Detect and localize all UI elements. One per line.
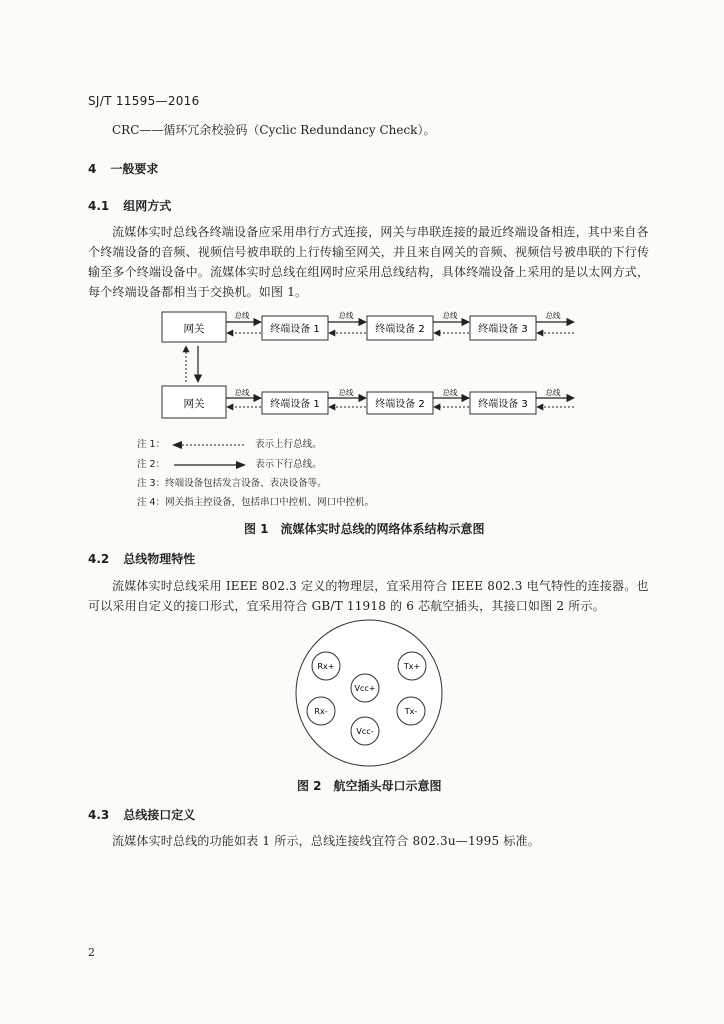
figure-note [137,456,322,470]
section-4-2-paragraph: 流媒体实时总线采用 IEEE 802.3 定义的物理层，宜采用符合 IEEE 802.3 电气特性的连接器。也可以采用自定义的接口形式，宜采用符合 GB/T 11918 的 6 芯航空插头，其接口如图 2 所示。 [88,579,649,613]
note-label: 注 4： [137,497,166,508]
pin-label: Rx+ [317,662,335,671]
section-number: 4 [88,162,97,176]
section-title: 一般要求 [110,162,159,176]
pin-label: Tx- [404,707,418,716]
figure-note [137,494,374,508]
terminal-label: 终端设备 1 [270,399,320,410]
terminal-label: 终端设备 3 [478,324,528,335]
network-topology-diagram [150,306,590,426]
figure-note [137,436,322,450]
note-label: 注 3： [137,478,166,489]
section-title: 组网方式 [123,199,172,213]
uplink-legend-arrow [172,440,246,450]
section-4-1-paragraph: 流媒体实时总线各终端设备应采用串行方式连接，网关与串联连接的最近终端设备相连，其中来自各个终端设备的音频、视频信号被串联的上行传输至网关，并且来自网关的音频、视频信号被串联的下行传输至多个终端设备中。流媒体实时总线在组网时应采用总线结构，具体终端设备上采用的是以太网方式，每个终端设备都相当于交换机。如图 1。 [88,225,650,299]
note-label: 注 2： [137,459,166,470]
bus-label: 总线 [442,311,458,320]
page-number: 2 [88,946,95,959]
note-text: 表示上行总线。 [255,439,322,450]
downlink-legend-arrow [172,460,246,470]
section-number: 4.3 [88,808,110,822]
section-title: 总线接口定义 [123,808,196,822]
section-title: 总线物理特性 [123,552,196,566]
bus-label: 总线 [234,311,250,320]
figure-1-caption: 图 1 流媒体实时总线的网络体系结构示意图 [244,522,485,536]
bus-label: 总线 [234,388,250,397]
note-text: 表示下行总线。 [255,459,322,470]
section-number: 4.2 [88,552,110,566]
pin-label: Tx+ [403,662,421,671]
crc-definition: CRC——循环冗余校验码（Cyclic Redundancy Check）。 [112,123,436,137]
section-4-heading [88,160,158,177]
figure-2-caption: 图 2 航空插头母口示意图 [297,779,442,793]
bus-label: 总线 [545,388,561,397]
section-4-3-paragraph: 流媒体实时总线的功能如表 1 所示，总线连接线宜符合 802.3u—1995 标准。 [112,834,540,848]
bus-label: 总线 [338,388,354,397]
pin-label: Vcc- [356,727,374,736]
note-label: 注 1： [137,439,166,450]
terminal-label: 终端设备 2 [375,399,425,410]
note-text: 终端设备包括发言设备、表决设备等。 [165,478,327,489]
gateway-label: 网关 [183,398,205,410]
section-4-2-heading [88,550,195,567]
bus-label: 总线 [545,311,561,320]
note-text: 网关指主控设备，包括串口中控机、网口中控机。 [165,497,375,508]
section-4-3-heading [88,806,195,823]
bus-label: 总线 [442,388,458,397]
document-header-id: SJ/T 11595—2016 [88,94,200,108]
figure-note [137,475,327,489]
pin-label: Rx- [314,707,328,716]
aviation-connector-diagram [294,618,444,768]
bus-label: 总线 [338,311,354,320]
gateway-label: 网关 [183,323,205,335]
pin-label: Vcc+ [354,684,376,693]
section-number: 4.1 [88,199,110,213]
terminal-label: 终端设备 3 [478,399,528,410]
terminal-label: 终端设备 1 [270,324,320,335]
terminal-label: 终端设备 2 [375,324,425,335]
section-4-1-heading [88,197,171,214]
